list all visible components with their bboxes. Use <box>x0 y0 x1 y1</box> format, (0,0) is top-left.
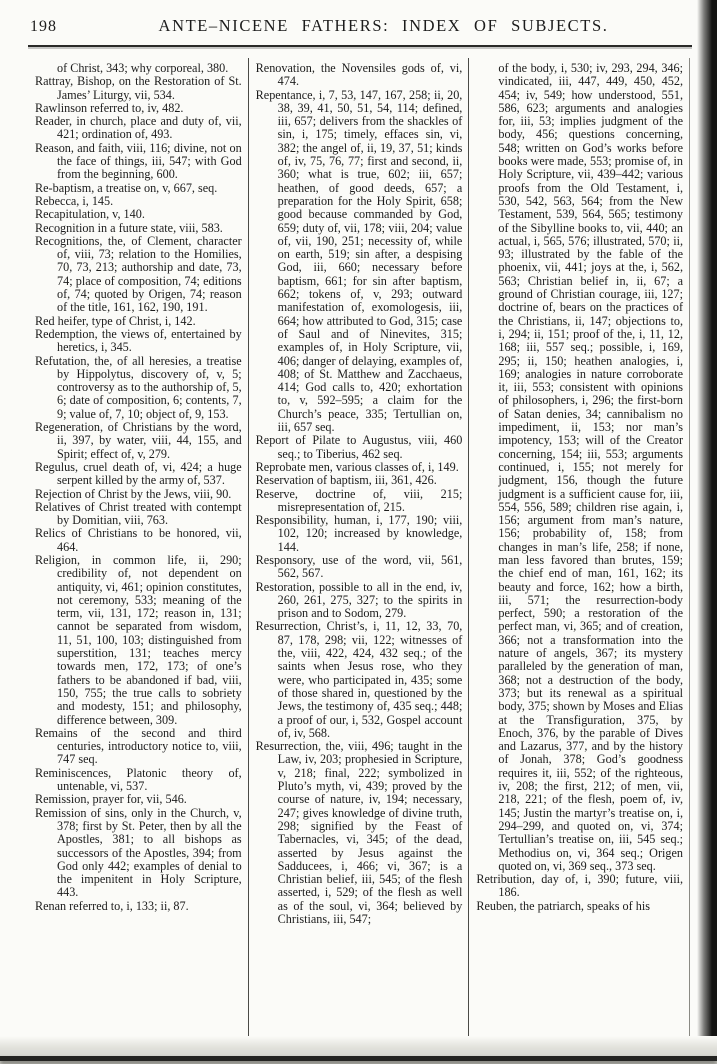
index-entry: Rawlinson referred to, iv, 482. <box>35 100 184 115</box>
scan-edge-right <box>697 0 717 1064</box>
index-entry: Repentance, i, 7, 53, 147, 167, 258; ii, 20, 38, 39, 41, 50, 51, 54, 114; defined, iii, 657; delivers from the shackles of sin, i, 175; timely, effaces sin, vi, 382; the angel of, ii, 19, 37, 51; kinds of, iv, 75, 76, 77; first and second, ii, 360; what is true, 602; iii, 657; heathen, of good deeds, 657; a preparation for the Holy Spirit, 658; good because commanded by God, 659; duty of, vii, 178; viii, 204; value of, vii, 190, 251; necessity of, while on earth, 519; sin after, a despising God, iii, 660; necessary before baptism, 661; for sin after baptism, 662; tokens of, v, 293; outward manifestation of, exomologesis, iii, 664; how attributed to God, 315; case of Saul and of Ninevites, 315; examples of, in Holy Scripture, vii, 406; danger of delaying, examples of, 408; of St. Matthew and Zacchaeus, 414; God calls to, 420; exhortation to, v, 592–595; a claim for the Church’s peace, 335; Tertullian on, iii, 657 seq. <box>255 87 463 435</box>
index-entry: Reader, in church, place and duty of, vii, 421; ordination of, 493. <box>35 114 242 142</box>
index-entry: of Christ, 343; why corporeal, 380. <box>57 61 229 75</box>
index-entry: Rebecca, i, 145. <box>35 193 114 208</box>
index-entry: Renan referred to, i, 133; ii, 87. <box>35 898 189 913</box>
index-entry: Remission of sins, only in the Church, v, 378; first by St. Peter, then by all the Apostles, 381; to all bishops as successors of the Apostles, 394; from God only 442; examples of denial to the impenitent in Holy Scripture, 443. <box>35 805 242 900</box>
index-entry: of the body, i, 530; iv, 293, 294, 346; vindicated, iii, 447, 449, 450, 452, 454; iv, 549; how understood, 551, 586, 623; arguments and analogies for, iii, 53; implies judgment of the body, 456; questions concerning, 548; written on God’s works before books were made, 553; promise of, in Holy Scripture, vii, 439–442; various proofs from the Old Testament, i, 530, 542, 563, 564; from the New Testament, 539, 564, 565; testimony of the Sibylline books to, vii, 440; an actual, i, 565, 576; illustrated, 570; ii, 93; illustrated by the fable of the phoenix, vii, 441; joys at the, i, 562, 563; Christian belief in, ii, 67; a ground of Christian courage, iii, 127; doctrine of, bears on the practices of the Christians, ii, 147; objections to, i, 294; ii, 151; proof of the, i, 11, 12, 168; iii, 557 seq.; possible, i, 169, 295; ii, 150; heathen analogies, i, 169; analogies in nature corroborate it, iii, 553; consistent with opinions of philosophers, i, 296; the first-born of Satan denies, 34; cannibalism no impediment, ii, 153; nor man’s impotency, 153; will of the Creator concerning, 154; iii, 553; arguments continued, i, 155; not merely for judgment, 156, though the future judgment is a sufficient cause for, iii, 554, 556, 589; children rise again, i, 156; argument from man’s nature, 156; probability of, 158; from changes in man’s life, 258; if none, man less favored than brutes, 159; the chief end of man, 161, 162; its beauty and force, 162; how a birth, iii, 571; the resurrection-body perfect, 590; a restoration of the perfect man, vi, 365; and of creation, 366; not a transformation into the nature of angels, 367; its mystery paralleled by the generation of man, 368; not a destruction of the body, 373; but its renewal as a spiritual body, 375; shown by Moses and Elias at the Transfiguration, 375, by Enoch, 376, by the parable of Dives and Lazarus, 377, and by the history of Jonah, 378; God’s goodness requires it, iii, 552; of the righteous, iv, 208; the first, 212; of men, vii, 218, 221; of the flesh, poem of, iv, 145; Justin the martyr’s treatise on, i, 294–299, and quoted on, vi, 374; Tertullian’s treatise on, iii, 545 seq.; Methodius on, vi, 364 seq.; Origen quoted on, vi, 369 seq., 373 seq. <box>498 61 684 873</box>
scan-edge-bottom <box>0 1036 717 1064</box>
index-entry: Recapitulation, v, 140. <box>35 207 145 222</box>
index-entry: Redemption, the views of, entertained by heretics, i, 345. <box>35 326 242 355</box>
index-entry: Remains of the second and third centuries, introductory notice to, viii, 747 seq. <box>35 725 242 767</box>
column-1 <box>28 58 248 1036</box>
index-entry: Relatives of Christ treated with contempt by Domitian, viii, 763. <box>35 499 242 528</box>
index-entry: Resurrection, Christ’s, i, 11, 12, 33, 70, 87, 178, 298; vii, 122; witnesses of the, viii, 422, 424, 432 seq.; of the saints when Jesus rose, who they were, who participated in, 435; some of those shared in, questioned by the Jews, the testimony of, 435 seq.; 448; a proof of our, i, 532, Gospel account of, iv, 568. <box>255 619 463 740</box>
index-entry: Responsory, use of the word, vii, 561, 562, 567. <box>255 552 463 581</box>
index-entry: Religion, in common life, ii, 290; credibility of, not dependent on antiquity, vi, 461; opinion constitutes, not ceremony, 533; meaning of the term, vii, 131, 172; reason in, 131; cannot be separated from wisdom, 11, 51, 100, 103; distinguished from superstition, 131; teaches mercy towards men, 172, 173; of one’s fathers to be abandoned if bad, viii, 150, 755; the true calls to sobriety and modesty, 151; and philosophy, difference between, 309. <box>35 552 242 727</box>
column-2 <box>248 58 469 1036</box>
page-title: ANTE–NICENE FATHERS: INDEX OF SUBJECTS. <box>158 16 609 35</box>
header-rule <box>28 45 692 47</box>
index-entry: Rejection of Christ by the Jews, viii, 90. <box>35 486 232 501</box>
index-entry: Reserve, doctrine of, viii, 215; misrepresentation of, 215. <box>255 486 463 514</box>
index-entry: Reason, and faith, viii, 116; divine, not on the face of things, iii, 547; with God from the beginning, 600. <box>35 140 242 182</box>
index-entry: Reminiscences, Platonic theory of, untenable, vi, 537. <box>35 765 242 794</box>
column-3 <box>468 58 690 1036</box>
index-entry: Re-baptism, a treatise on, v, 667, seq. <box>35 180 218 195</box>
index-entry: Retribution, day of, i, 390; future, viii, 186. <box>476 872 684 900</box>
index-entry: Regeneration, of Christians by the word, ii, 397, by water, viii, 44, 155, and Spirit; effect of, v, 279. <box>35 420 242 461</box>
index-entry: Recognition in a future state, viii, 583. <box>35 220 223 235</box>
index-entry: Remission, prayer for, vii, 546. <box>35 792 187 807</box>
page-header <box>30 14 677 44</box>
index-entry: Restoration, possible to all in the end, iv, 260, 261, 275, 327; to the spirits in prison and to Sodom, 279. <box>255 579 463 621</box>
index-entry: Renovation, the Novensiles gods of, vi, 474. <box>255 61 463 89</box>
scan-bottom-band <box>0 1056 717 1061</box>
index-entry: Reservation of baptism, iii, 361, 426. <box>255 473 437 488</box>
index-entry: Red heifer, type of Christ, i, 142. <box>35 313 196 328</box>
index-entry: Responsibility, human, i, 177, 190; viii, 102, 120; increased by knowledge, 144. <box>255 513 463 554</box>
page-number: 198 <box>30 18 57 35</box>
index-entry: Rattray, Bishop, on the Restoration of St. James’ Liturgy, vii, 534. <box>35 74 242 102</box>
index-entry: Report of Pilate to Augustus, viii, 460 seq.; to Tiberius, 462 seq. <box>255 433 463 461</box>
index-entry: Relics of Christians to be honored, vii, 464. <box>35 526 242 554</box>
index-entry: Refutation, the, of all heresies, a treatise by Hippolytus, discovery of, v, 5; controversy as to the authorship of, 5, 6; date of composition, 6; contents, 7, 9; value of, 7, 10; object of, 9, 153. <box>35 353 242 421</box>
index-columns <box>28 58 690 1036</box>
index-entry: Resurrection, the, viii, 496; taught in the Law, iv, 203; prophesied in Scripture, v, 218; final, 222; symbolized in Pluto’s myth, vi, 439; proved by the course of nature, iv, 194; necessary, 247; gives knowledge of divine truth, 298; signified by the Feast of Tabernacles, vi, 345; of the dead, asserted by Jesus against the Sadducees, i, 466; vi, 367; is a Christian belief, iii, 545; of the flesh asserted, i, 529; of the flesh as well as of the soul, vi, 364; believed by Christians, iii, 547; <box>255 739 463 926</box>
index-entry: Reuben, the patriarch, speaks of his <box>476 898 650 913</box>
index-entry: Regulus, cruel death of, vi, 424; a huge serpent killed by the army of, 537. <box>35 459 242 488</box>
index-entry: Recognitions, the, of Clement, character of, viii, 73; relation to the Homilies, 70, 73, 213; authorship and date, 73, 74; place of composition, 74; editions of, 74; quoted by Origen, 74; reason of the title, 161, 162, 190, 191. <box>35 233 242 315</box>
index-entry: Reprobate men, various classes of, i, 149. <box>255 459 459 474</box>
